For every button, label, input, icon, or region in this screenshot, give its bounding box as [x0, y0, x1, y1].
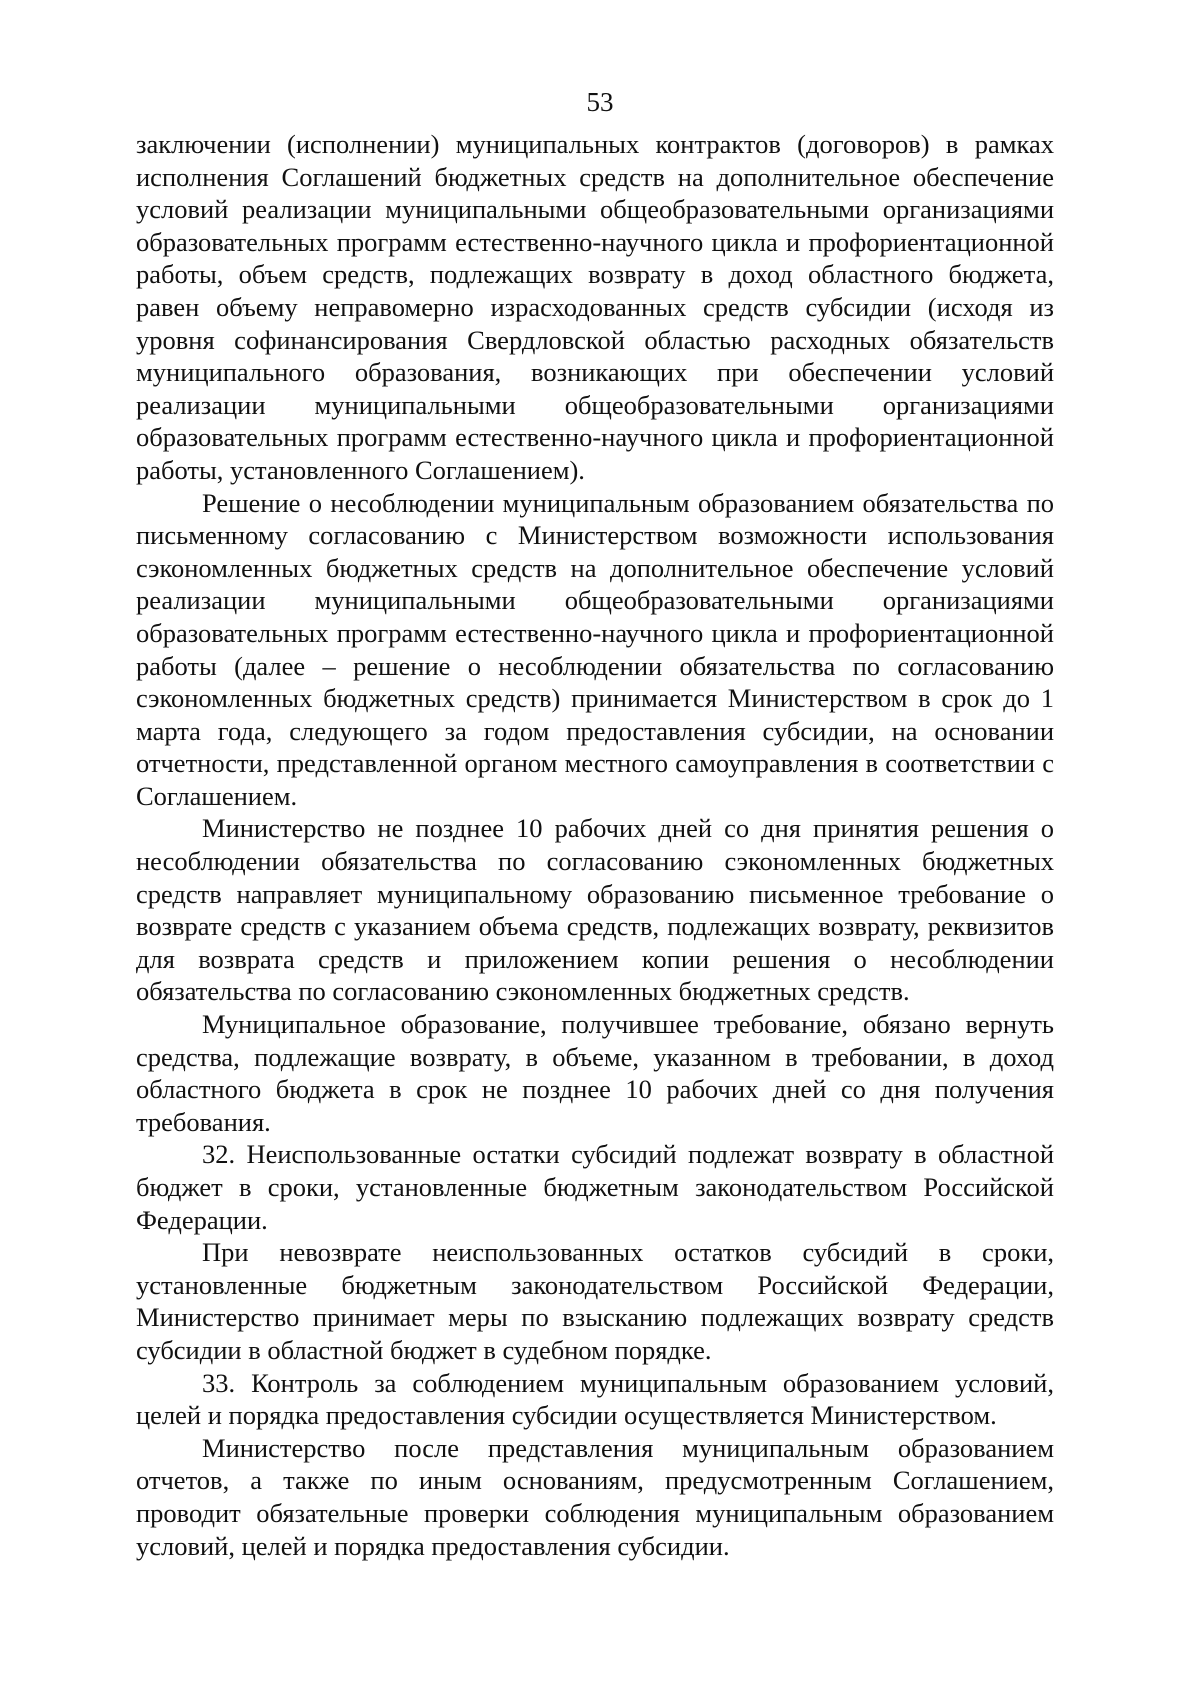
paragraph-8: Министерство после представления муниципальным образованием отчетов, а также по иным основаниям, предусмотренным Соглашением, проводит обязательные проверки соблюдения муниципальным образованием условий, целей и порядка предоставления субсидии. — [136, 1432, 1054, 1561]
paragraph-7: 33. Контроль за соблюдением муниципальным образованием условий, целей и порядка предоставления субсидии осуществляется Министерством. — [136, 1367, 1054, 1431]
paragraph-4: Муниципальное образование, получившее требование, обязано вернуть средства, подлежащие возврату, в объеме, указанном в требовании, в доход областного бюджета в срок не позднее 10 рабочих дней со дня получения требования. — [136, 1009, 1054, 1137]
paragraph-5: 32. Неиспользованные остатки субсидий подлежат возврату в областной бюджет в сроки, установленные бюджетным законодательством Российской Федерации. — [136, 1139, 1054, 1235]
document-body — [136, 128, 1054, 1562]
paragraph-3: Министерство не позднее 10 рабочих дней со дня принятия решения о несоблюдении обязательства по согласованию сэкономленных бюджетных средств направляет муниципальному образованию письменное требование о возврате средств с указанием объема средств, подлежащих возврату, реквизитов для возврата средств и приложением копии решения о несоблюдении обязательства по согласованию сэкономленных бюджетных средств. — [136, 813, 1054, 1007]
paragraph-6: При невозврате неиспользованных остатков субсидий в сроки, установленные бюджетным законодательством Российской Федерации, Министерство принимает меры по взысканию подлежащих возврату средств субсидии в областной бюджет в судебном порядке. — [136, 1237, 1054, 1365]
paragraph-2: Решение о несоблюдении муниципальным образованием обязательства по письменному согласованию с Министерством возможности использования сэкономленных бюджетных средств на дополнительное обеспечение условий реализации муниципальными общеобразовательными организациями образовательных программ естественно-научного цикла и профориентационной работы (далее – решение о несоблюдении обязательства по согласованию сэкономленных бюджетных средств) принимается Министерством в срок до 1 марта года, следующего за годом предоставления субсидии, на основании отчетности, представленной органом местного самоуправления в соответствии с Соглашением. — [136, 487, 1054, 811]
page-number: 53 — [586, 87, 614, 117]
paragraph-1: заключении (исполнении) муниципальных контрактов (договоров) в рамках исполнения Соглашений бюджетных средств на дополнительное обеспечение условий реализации муниципальными общеобразовательными организациями образовательных программ естественно-научного цикла и профориентационной работы, объем средств, подлежащих возврату в доход областного бюджета, равен объему неправомерно израсходованных средств субсидии (исходя из уровня софинансирования Свердловской областью расходных обязательств муниципального образования, возникающих при обеспечении условий реализации муниципальными общеобразовательными организациями образовательных программ естественно-научного цикла и профориентационной работы, установленного Соглашением). — [136, 129, 1054, 485]
